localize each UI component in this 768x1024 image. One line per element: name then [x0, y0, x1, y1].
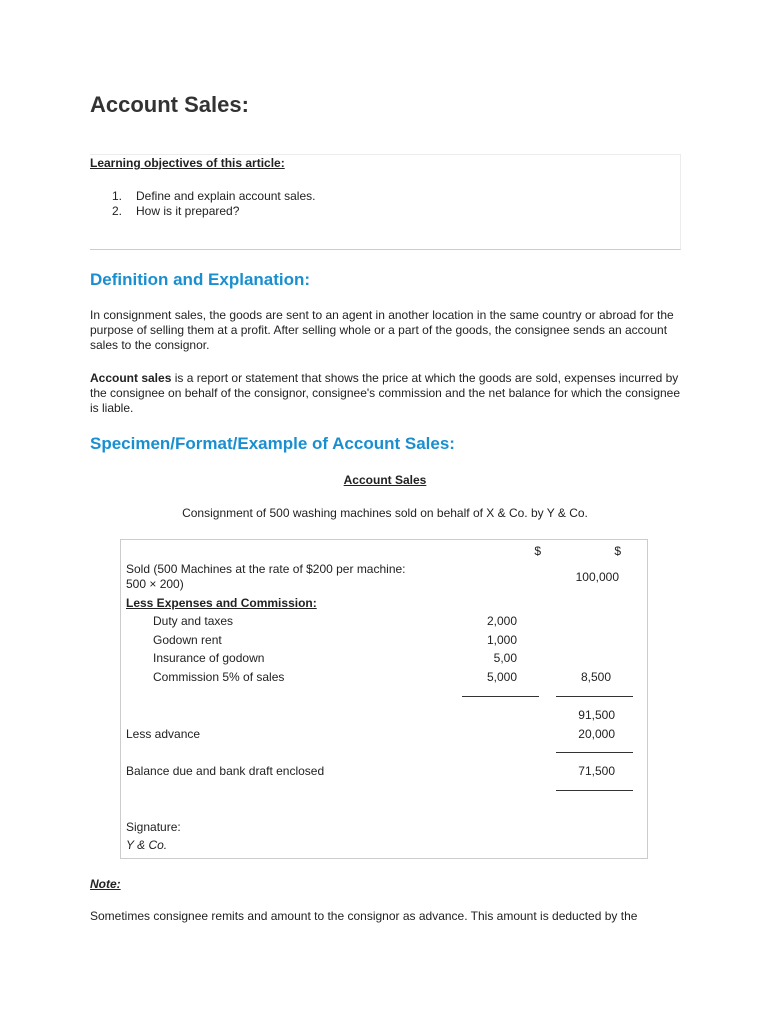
expense-label: Duty and taxes: [153, 614, 234, 628]
sold-line-1: Sold (500 Machines at the rate of $200 per machine:: [126, 562, 406, 576]
statement-title: Account Sales: [343, 473, 427, 487]
col2-header: $: [614, 544, 621, 558]
divider-line: [556, 752, 633, 753]
account-sales-statement: [120, 539, 648, 859]
expenses-total: 8,500: [580, 670, 611, 684]
statement-subtitle: Consignment of 500 washing machines sold on behalf of X & Co. by Y & Co.: [182, 506, 588, 520]
page-title: Account Sales:: [90, 92, 249, 117]
divider-line: [462, 696, 539, 697]
expense-label: Insurance of godown: [153, 651, 265, 665]
account-sales-paragraph: Account sales is a report or statement that shows the price at which the goods are sold, expenses incurred by the consignee on behalf of the consignor, consignee's commission and the net balance for which the consignee is liable.: [90, 371, 681, 415]
less-advance-amount: 20,000: [578, 727, 615, 741]
expense-label: Commission 5% of sales: [153, 670, 285, 684]
list-item: 1. Define and explain account sales.: [112, 189, 316, 203]
expense-amount: 5,000: [486, 670, 517, 684]
sold-amount: 100,000: [575, 570, 619, 584]
list-item: 2. How is it prepared?: [112, 204, 240, 218]
balance-label: Balance due and bank draft enclosed: [126, 764, 325, 778]
expense-label: Godown rent: [153, 633, 222, 647]
note-paragraph: Sometimes consignee remits and amount to the consignor as advance. This amount is deducted by the: [90, 909, 638, 923]
subtotal-amount: 91,500: [578, 708, 615, 722]
account-sales-term: Account sales: [90, 371, 172, 385]
definition-paragraph: In consignment sales, the goods are sent to an agent in another location in the same country or abroad for the purpose of selling them at a profit. After selling whole or a part of the goods, the consignee sends an account sales to the consignor.: [90, 308, 674, 352]
less-advance-label: Less advance: [126, 727, 201, 741]
less-expenses-heading: Less Expenses and Commission:: [126, 596, 317, 610]
specimen-heading: Specimen/Format/Example of Account Sales:: [90, 434, 455, 453]
definition-heading: Definition and Explanation:: [90, 270, 311, 289]
objectives-heading: Learning objectives of this article:: [90, 156, 285, 170]
signature-name: Y & Co.: [126, 838, 168, 852]
expense-amount: 5,00: [493, 651, 517, 665]
expense-amount: 2,000: [486, 614, 517, 628]
note-label: Note:: [90, 877, 121, 891]
divider-line: [556, 790, 633, 791]
col1-header: $: [534, 544, 541, 558]
balance-amount: 71,500: [578, 764, 615, 778]
divider-line: [556, 696, 633, 697]
expense-amount: 1,000: [486, 633, 517, 647]
objectives-list: [112, 189, 315, 219]
signature-label: Signature:: [126, 820, 181, 834]
sold-line-2: 500 × 200): [126, 577, 184, 591]
